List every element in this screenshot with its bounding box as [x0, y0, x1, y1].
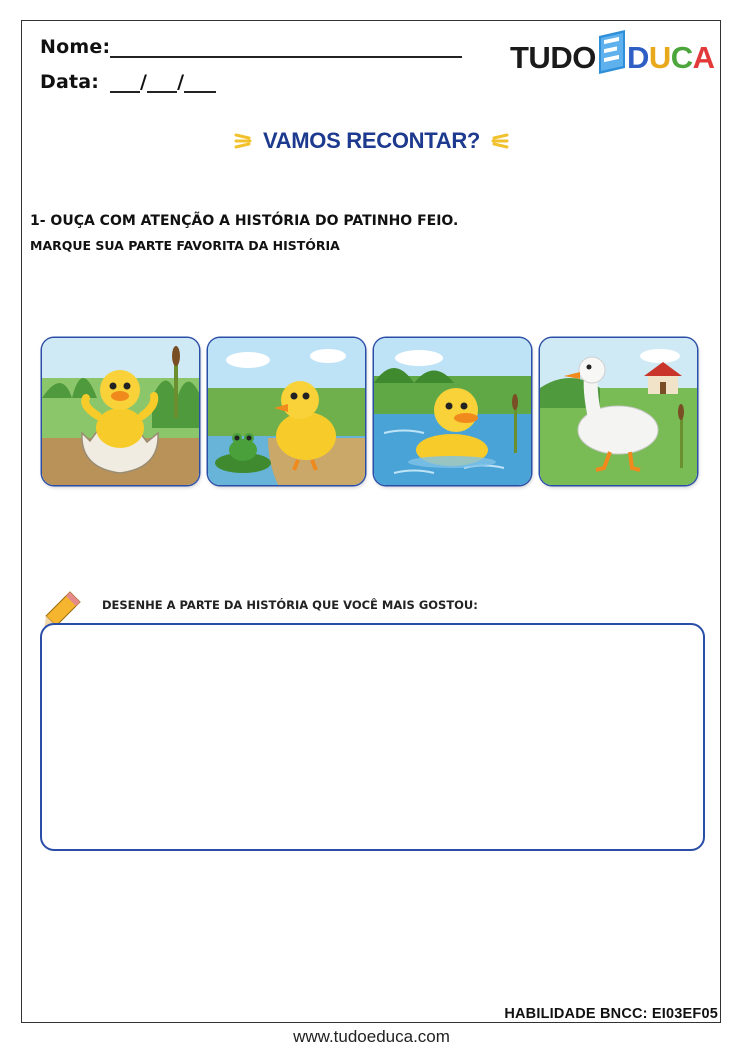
drawing-label: DESENHE A PARTE DA HISTÓRIA QUE VOCÊ MAIS GOSTOU:: [102, 598, 478, 612]
sparkle-right-icon: [491, 129, 509, 153]
name-label: Nome:: [40, 36, 111, 58]
story-picture-4[interactable]: [540, 338, 697, 485]
name-field[interactable]: [40, 36, 462, 58]
page-title: [0, 128, 743, 154]
date-month-underline[interactable]: [147, 73, 177, 93]
date-year-underline[interactable]: [184, 73, 216, 93]
story-picture-3[interactable]: [374, 338, 531, 485]
logo-letter-a: A: [692, 40, 715, 75]
duckling-hatching-icon: [42, 338, 199, 485]
sparkle-left-icon: [234, 129, 252, 153]
name-underline[interactable]: [110, 38, 462, 58]
logo-text-tudo: TUDO: [510, 40, 596, 75]
logo-letter-u: U: [648, 40, 671, 75]
title-text: VAMOS RECONTAR?: [262, 128, 481, 153]
book-e-icon: [595, 28, 629, 78]
drawing-area[interactable]: [40, 623, 705, 851]
logo-text-duca: [627, 40, 715, 76]
story-picture-1[interactable]: [42, 338, 199, 485]
logo-letter-c: C: [670, 40, 693, 75]
date-separator: /: [139, 71, 148, 93]
duckling-with-frog-icon: [208, 338, 365, 485]
date-label: Data:: [40, 71, 100, 93]
white-swan-goose-icon: [540, 338, 697, 485]
site-url[interactable]: www.tudoeduca.com: [293, 1027, 450, 1046]
question-line-1: 1- OUÇA COM ATENÇÃO A HISTÓRIA DO PATINHO FEIO.: [30, 213, 459, 229]
logo-letter-d: D: [627, 40, 649, 75]
question-line-2: MARQUE SUA PARTE FAVORITA DA HISTÓRIA: [30, 238, 340, 253]
date-separator: /: [177, 71, 185, 93]
duckling-swimming-icon: [374, 338, 531, 485]
date-field[interactable]: [40, 71, 216, 93]
date-day-underline[interactable]: [110, 73, 140, 93]
page-frame: [21, 20, 721, 1023]
tudoeduca-logo: [510, 28, 720, 80]
story-picture-2[interactable]: [208, 338, 365, 485]
bncc-skill: HABILIDADE BNCC: EI03EF05: [504, 1006, 718, 1022]
